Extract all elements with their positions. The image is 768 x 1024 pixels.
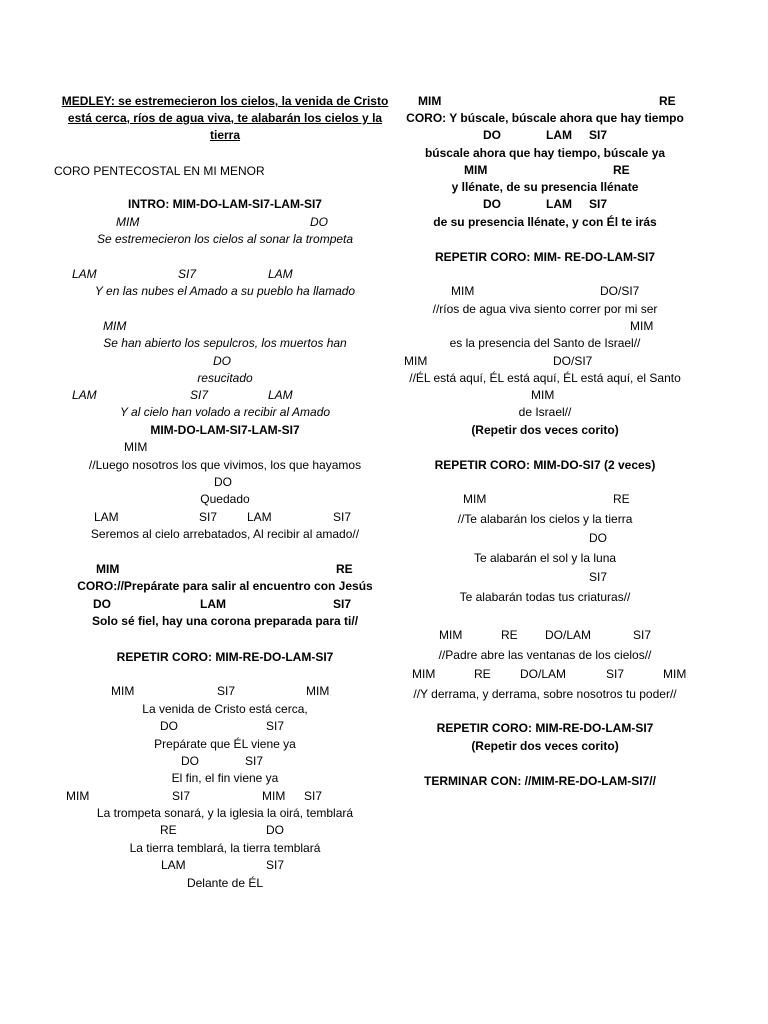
song-title-line: tierra [209,128,241,142]
repeat-note: (Repetir dos veces corito) [471,423,619,437]
repeat-note: (Repetir dos veces corito) [471,739,619,753]
lyric-line: Quedado [200,492,250,506]
chord: MIM [96,562,120,576]
chord: SI7 [178,267,197,281]
chord: MIM [439,628,463,642]
lyric-line: Te alabarán el sol y la luna [473,551,617,565]
chorus-line: CORO: Y búscale, búscale ahora que hay tiempo [406,111,684,125]
ending-instruction: TERMINAR CON: //MIM-RE-DO-LAM-SI7// [424,774,656,788]
chorus-line: de su presencia llénate, y con Él te irás [433,215,657,229]
intro-progression: INTRO: MIM-DO-LAM-SI7-LAM-SI7 [128,197,322,211]
chord: RE [613,492,630,506]
chord: SI7 [199,510,218,524]
chord: SI7 [589,128,608,142]
chord: LAM [161,858,186,872]
chord: MIM [630,319,654,333]
lyric-line: resucitado [197,371,253,385]
chord: SI7 [589,570,608,584]
chord: MIM [111,684,135,698]
chord: SI7 [172,789,191,803]
chord: MIM [116,215,140,229]
lyric-line: Y al cielo han volado a recibir al Amado [119,405,331,419]
chord: MIM [412,667,436,681]
chord: SI7 [606,667,625,681]
lyric-line: La venida de Cristo está cerca, [142,702,308,716]
chord: DO [483,128,501,142]
chord: MIM [531,388,555,402]
chord: SI7 [304,789,323,803]
lyric-line: Y en las nubes el Amado a su pueblo ha llamado [94,284,356,298]
chord: MIM [463,492,487,506]
chord: DO [589,531,607,545]
lyric-line: Se han abierto los sepulcros, los muertos han [103,336,347,350]
lyric-line: //Te alabarán los cielos y la tierra [457,512,633,526]
lyric-line: Se estremecieron los cielos al sonar la trompeta [96,232,354,246]
lyric-line: El fin, el fin viene ya [171,771,279,785]
lyric-line: //ríos de agua viva siento correr por mi ser [432,302,658,316]
lyric-line: //Luego nosotros los que vivimos, los que hayamos [88,458,362,472]
chord: SI7 [245,754,264,768]
lyric-line: Prepárate que ÉL viene ya [154,737,296,751]
chord: SI7 [333,597,352,611]
chord: RE [474,667,491,681]
chord: DO [93,597,111,611]
chorus-line: CORO://Prepárate para salir al encuentro con Jesús [77,579,373,593]
chord: LAM [268,388,293,402]
chord: LAM [546,197,572,211]
song-title-line: está cerca, ríos de agua viva, te alabarán los cielos y la [67,111,383,125]
repeat-instruction: REPETIR CORO: MIM-DO-SI7 (2 veces) [434,458,656,472]
chord: MIM [464,163,488,177]
chord: DO [214,475,232,489]
chord: LAM [268,267,293,281]
chord: DO [213,354,231,368]
chord: RE [501,628,518,642]
lyric-line: Delante de ÉL [186,876,264,890]
chord: SI7 [217,684,236,698]
chord: MIM [262,789,286,803]
chord: LAM [72,267,97,281]
lyric-line: es la presencia del Santo de Israel// [449,336,641,350]
chord: DO/SI7 [600,284,640,298]
chord: LAM [94,510,119,524]
chord: SI7 [589,197,608,211]
chord: DO/SI7 [553,354,593,368]
chord: RE [659,94,676,108]
chorus-line: búscale ahora que hay tiempo, búscale ya [424,146,666,160]
lyric-line: de Israel// [518,405,572,419]
lyric-line: La tierra temblará, la tierra temblará [129,841,321,855]
chord: SI7 [633,628,652,642]
repeat-instruction: REPETIR CORO: MIM-RE-DO-LAM-SI7 [436,721,654,735]
lyric-line: Te alabarán todas tus criaturas// [459,590,631,604]
chord: DO/LAM [520,667,567,681]
chord: RE [160,823,177,837]
chord: MIM [66,789,90,803]
chord: DO [160,719,178,733]
chord: MIM [124,440,148,454]
chord: RE [336,562,353,576]
song-subtitle: CORO PENTECOSTAL EN MI MENOR [54,164,265,178]
lyric-line: //Padre abre las ventanas de los cielos// [438,648,652,662]
chord: MIM [451,284,475,298]
lyric-line: //Y derrama, y derrama, sobre nosotros tu poder// [413,687,677,701]
lyric-line: Seremos al cielo arrebatados, Al recibir al amado// [90,527,360,541]
chord: LAM [247,510,272,524]
song-title-line: MEDLEY: se estremecieron los cielos, la venida de Cristo [61,94,389,108]
progression-line: MIM-DO-LAM-SI7-LAM-SI7 [150,423,300,437]
chord: LAM [200,597,226,611]
chord: SI7 [333,510,352,524]
chord: RE [613,163,630,177]
chord: LAM [72,388,97,402]
lyric-line: //ÉL está aquí, ÉL está aquí, ÉL está aquí, el Santo [409,371,681,385]
chord: MIM [418,94,442,108]
chord: DO [483,197,501,211]
chord: SI7 [190,388,209,402]
chord: SI7 [266,858,285,872]
chord: DO [266,823,284,837]
repeat-instruction: REPETIR CORO: MIM- RE-DO-LAM-SI7 [435,250,655,264]
chord: SI7 [266,719,285,733]
chord: DO [181,754,199,768]
chorus-line: Solo sé fiel, hay una corona preparada para ti// [91,614,359,628]
chord: MIM [663,667,687,681]
chord: MIM [306,684,330,698]
chord: DO/LAM [545,628,592,642]
chord: MIM [103,319,127,333]
repeat-instruction: REPETIR CORO: MIM-RE-DO-LAM-SI7 [116,650,334,664]
chorus-line: y llénate, de su presencia llénate [451,180,639,194]
chord: DO [310,215,328,229]
chord: LAM [546,128,572,142]
lyric-line: La trompeta sonará, y la iglesia la oirá, temblará [96,806,354,820]
chord: MIM [404,354,428,368]
